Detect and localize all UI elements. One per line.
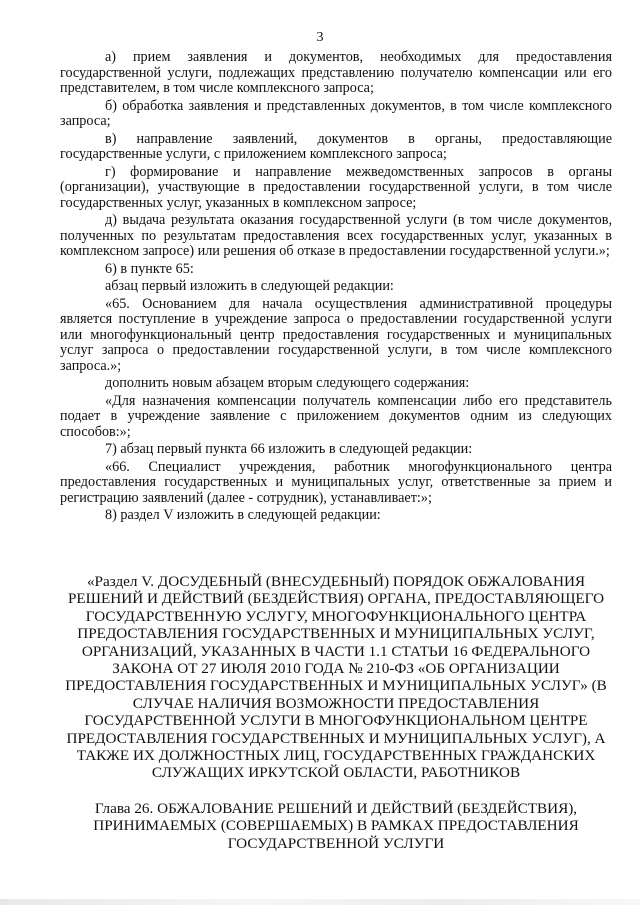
section-heading: «Раздел V. ДОСУДЕБНЫЙ (ВНЕСУДЕБНЫЙ) ПОРЯДОК ОБЖАЛОВАНИЯ РЕШЕНИЙ И ДЕЙСТВИЙ (БЕЗДЕЙСТВИЯ) ОРГАНА, ПРЕДОСТАВЛЯЮЩЕГО ГОСУДАРСТВЕННУЮ УСЛУГУ, МНОГОФУНКЦИОНАЛЬНОГО ЦЕНТРА ПРЕДОСТАВЛЕНИЯ ГОСУДАРСТВЕННЫХ И МУНИЦИПАЛЬНЫХ УСЛУГ, ОРГАНИЗАЦИЙ, УКАЗАННЫХ В ЧАСТИ 1.1 СТАТЬИ 16 ФЕДЕРАЛЬНОГО ЗАКОНА ОТ 27 ИЮЛЯ 2010 ГОДА № 210-ФЗ «ОБ ОРГАНИЗАЦИИ ПРЕДОСТАВЛЕНИЯ ГОСУДАРСТВЕННЫХ И МУНИЦИПАЛЬНЫХ УСЛУГ» (В СЛУЧАЕ НАЛИЧИЯ ВОЗМОЖНОСТИ ПРЕДОСТАВЛЕНИЯ ГОСУДАРСТВЕННОЙ УСЛУГИ В МНОГОФУНКЦИОНАЛЬНОМ ЦЕНТРЕ ПРЕДОСТАВЛЕНИЯ ГОСУДАРСТВЕННЫХ И МУНИЦИПАЛЬНЫХ УСЛУГ), А ТАКЖЕ ИХ ДОЛЖНОСТНЫХ ЛИЦ, ГОСУДАРСТВЕННЫХ ГРАЖДАНСКИХ СЛУЖАЩИХ ИРКУТСКОЙ ОБЛАСТИ, РАБОТНИКОВ	[65, 573, 607, 782]
scan-edge-shadow	[0, 899, 640, 905]
paragraph-clause-65: «65. Основанием для начала осуществления административной процедуры является поступление в учреждение запроса о предоставлении государственной услуги или многофункциональный центр предоставления государственных и муниципальных услуг запроса о предоставлении государственной услуги, в том числе комплексного запроса.»;	[60, 295, 612, 374]
paragraph-item-a: а) прием заявления и документов, необходимых для предоставления государственной услуги, подлежащих представлению получателю компенсации или его представителем, в том числе комплексного запроса;	[60, 49, 612, 96]
chapter-heading: Глава 26. ОБЖАЛОВАНИЕ РЕШЕНИЙ И ДЕЙСТВИЙ (БЕЗДЕЙСТВИЯ), ПРИНИМАЕМЫХ (СОВЕРШАЕМЫХ) В РАМКАХ ПРЕДОСТАВЛЕНИЯ ГОСУДАРСТВЕННОЙ УСЛУГИ	[93, 800, 579, 852]
paragraph-compensation: «Для назначения компенсации получатель компенсации либо его представитель подает в учреждение заявление с приложением документов одним из следующих способов:»;	[60, 392, 612, 440]
paragraph-item-g: г) формирование и направление межведомственных запросов в органы (организации), участвующие в предоставлении государственной услуги, в том числе государственных услуг, указанных в комплексном запросе;	[60, 163, 612, 211]
paragraph-item-b: б) обработка заявления и представленных документов, в том числе комплексного запроса;	[60, 97, 612, 129]
document-body	[60, 50, 612, 526]
paragraph-point-7: 7) абзац первый пункта 66 изложить в следующей редакции:	[105, 441, 473, 457]
paragraph-point-6: 6) в пункте 65:	[105, 260, 194, 277]
page-number: 3	[316, 30, 324, 45]
paragraph-abzac-first: абзац первый изложить в следующей редакции:	[105, 278, 394, 294]
paragraph-item-v: в) направление заявлений, документов в органы, предоставляющие государственные услуги, с приложением комплексного запроса;	[60, 130, 612, 162]
paragraph-item-d: д) выдача результата оказания государственной услуги (в том числе документов, полученных по результатам предоставления всех государственных услуг, указанных в комплексном запросе) или решения об отказе в предоставлении государственной услуги.»;	[60, 212, 612, 259]
paragraph-point-8: 8) раздел V изложить в следующей редакции:	[105, 507, 381, 523]
paragraph-add-abzac: дополнить новым абзацем вторым следующего содержания:	[105, 375, 470, 391]
paragraph-clause-66: «66. Специалист учреждения, работник многофункционального центра предоставления государственных и муниципальных услуг, ответственные за прием и регистрацию заявлений (далее - сотрудник), устанавливает:»;	[60, 458, 612, 506]
